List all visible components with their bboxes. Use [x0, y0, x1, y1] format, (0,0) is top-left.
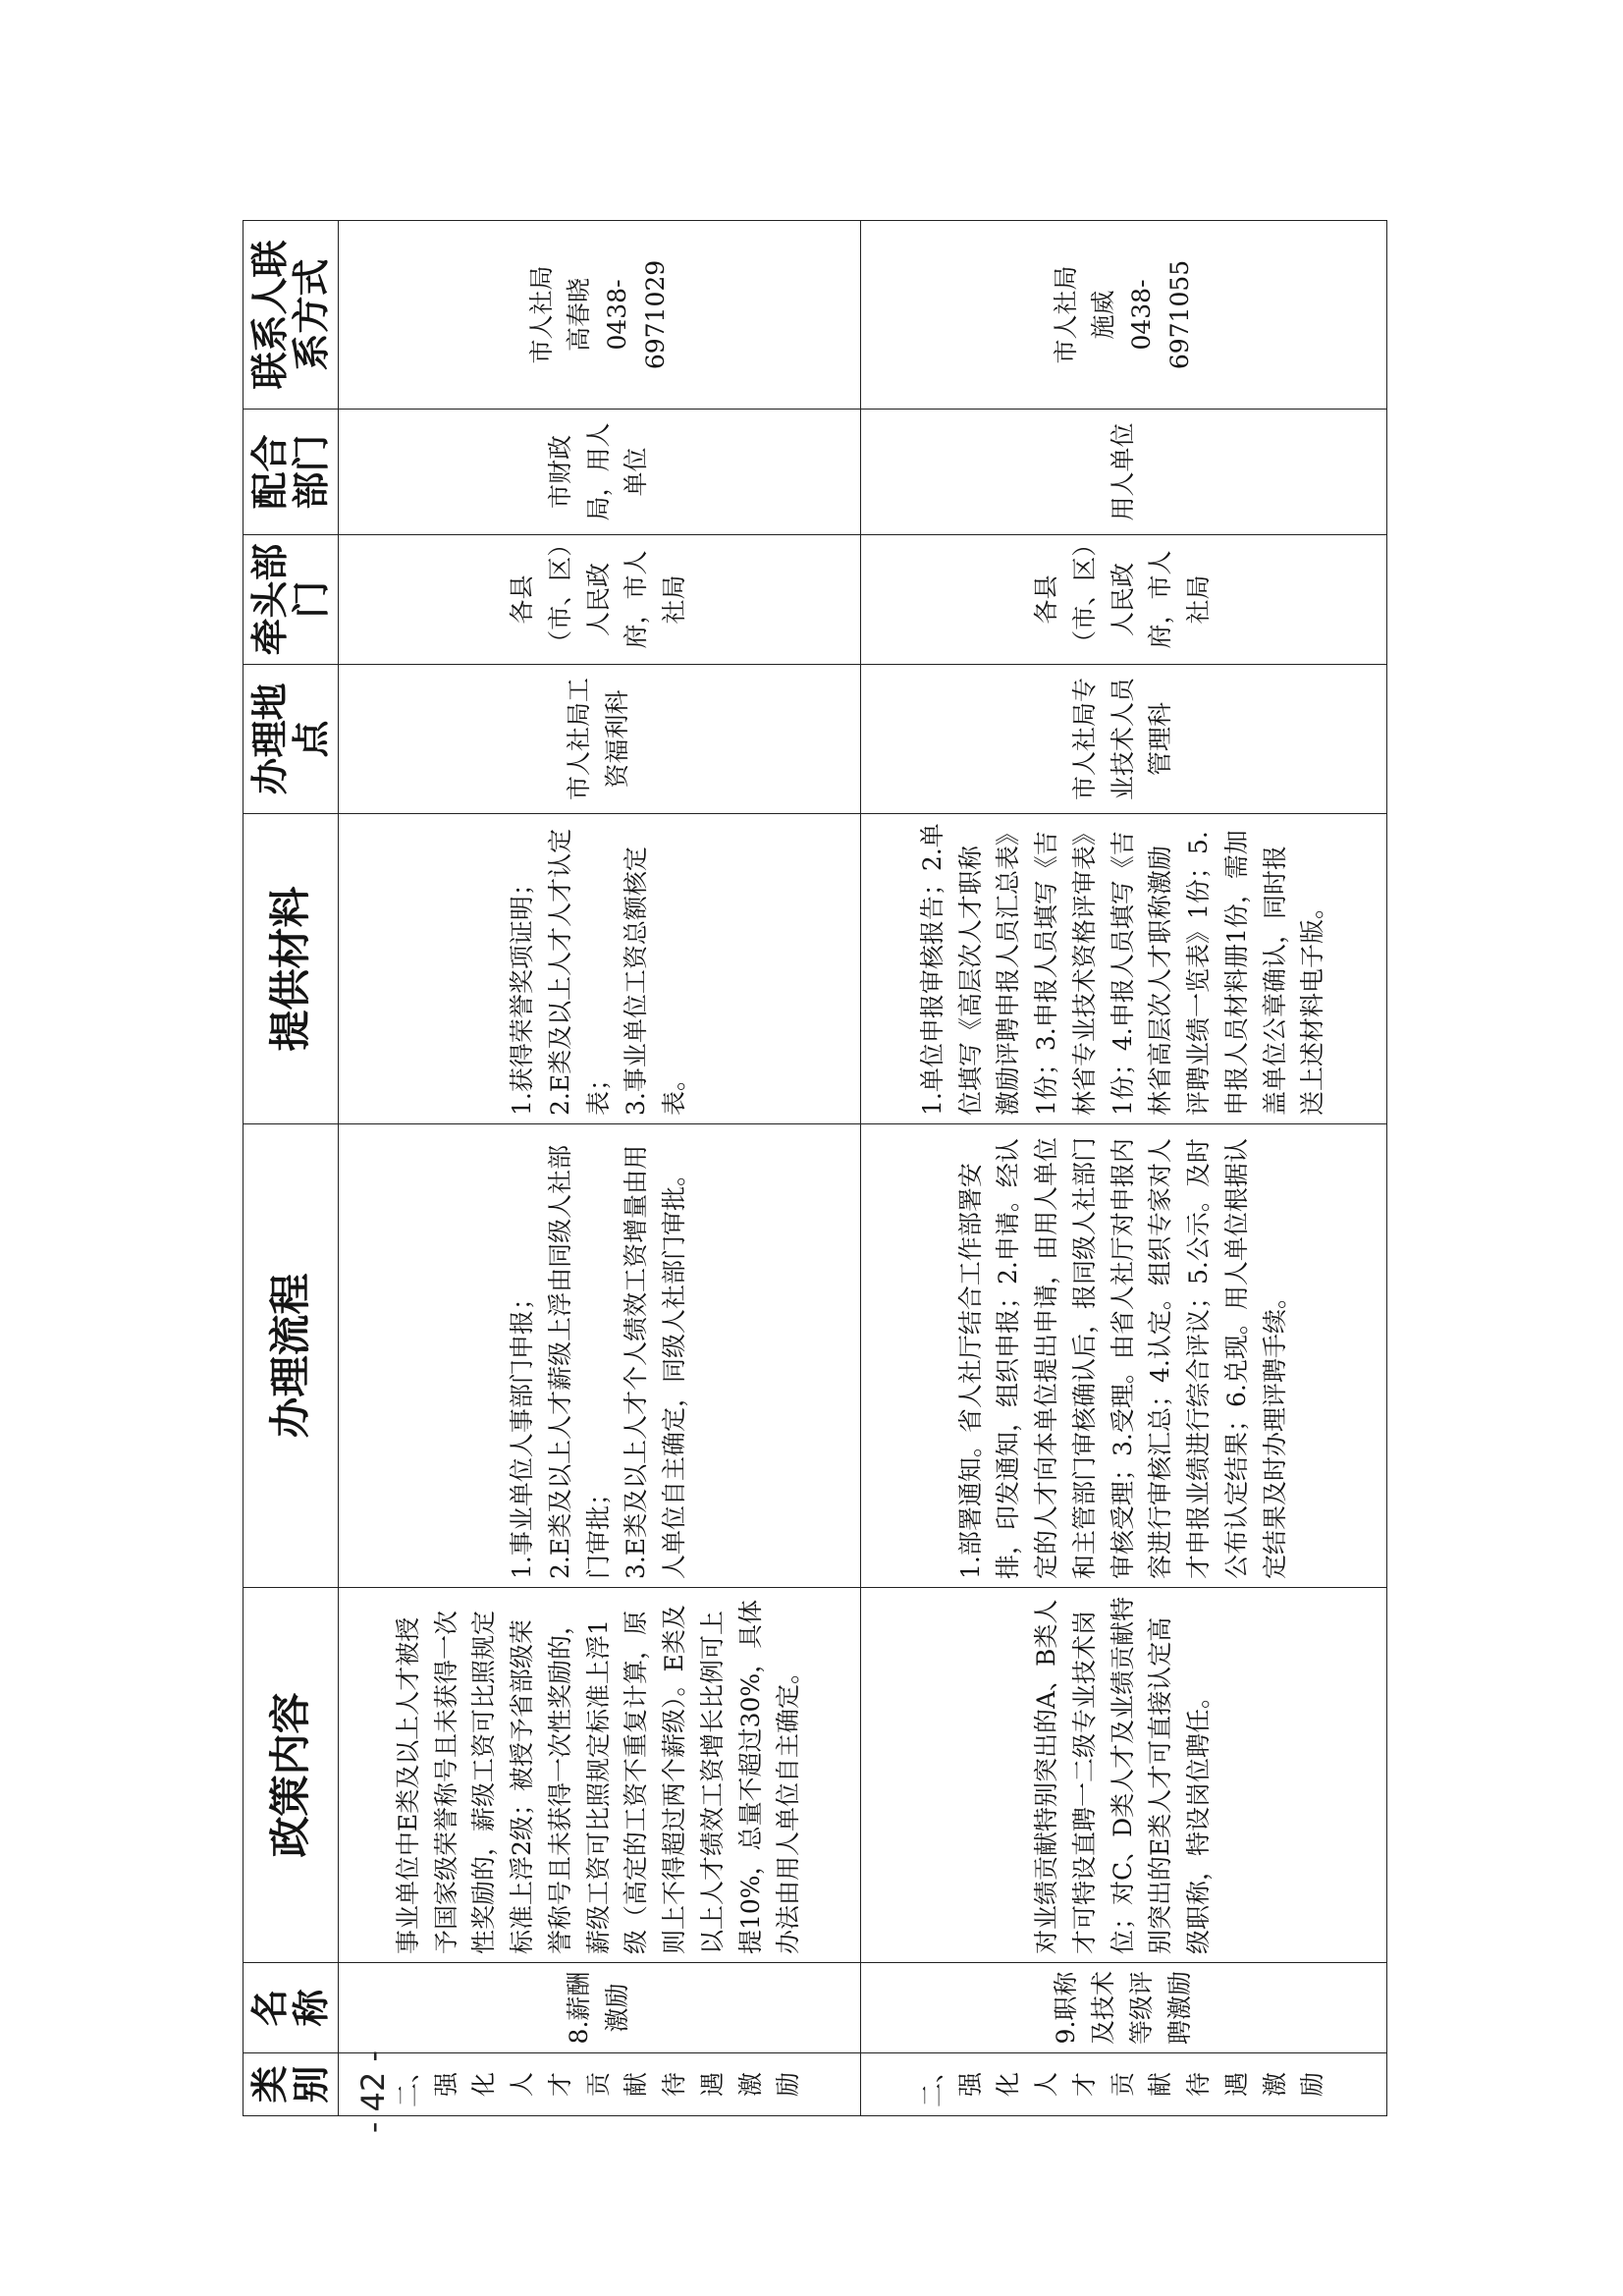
row-lead-dept: 各县（市、区）人民政府，市人社局 — [860, 535, 1386, 665]
process-step: 3.受理。由省人社厅对申报内容进行审核汇总； — [1108, 1138, 1175, 1579]
row-location: 市人社局工资福利科 — [338, 665, 860, 814]
header-materials: 提供材料 — [243, 814, 339, 1124]
row-policy: 事业单位中E类及以上人才被授予国家级荣誉称号且未获得一次性奖励的，薪级工资可比照规定标准上浮2级；被授予省部级荣誉称号且未获得一次性奖励的，薪级工资可比照规定标准上浮1级（高定的工资不重复计算，原则上不得超过两个薪级）。E类及以上人才绩效工资增长比例可上提10%，总量不超过30%，具体办法由用人单位自主确定。 — [338, 1588, 860, 1963]
material-item: 3.申报人员填写《吉林省专业技术资格评审表》1份； — [1032, 831, 1137, 1116]
material-item: 2.单位填写《高层次人才职称激励评聘申报人员汇总表》1份； — [917, 823, 1061, 1116]
header-coop-dept: 配合部门 — [243, 410, 339, 535]
row-coop-dept: 市财政局，用人单位 — [338, 410, 860, 535]
process-step: 4.认定。组织专家对人才申报业绩进行综合评议； — [1146, 1138, 1214, 1579]
row-coop-dept: 用人单位 — [860, 410, 1386, 535]
process-step: 3.E类及以上人才个人绩效工资增量由用人单位自主确定，同级人社部门审批。 — [622, 1144, 689, 1579]
page-number-text: - 42 - — [354, 2050, 392, 2134]
contact-person: 施威 — [1089, 290, 1118, 340]
contact-unit: 市人社局 — [526, 265, 556, 364]
contact-unit: 市人社局 — [1051, 265, 1080, 364]
contact-phone-prefix: 0438- — [603, 279, 632, 351]
header-process: 办理流程 — [243, 1124, 339, 1588]
row-location: 市人社局专业技术人员管理科 — [860, 665, 1386, 814]
row-name: 9.职称及技术等级评聘激励 — [860, 1963, 1386, 2053]
row-category: 二、强化人才贡献待遇激励 — [860, 2053, 1386, 2116]
header-location: 办理地点 — [243, 665, 339, 814]
header-name: 名称 — [243, 1963, 339, 2053]
header-row — [243, 221, 339, 2116]
process-step: 1.事业单位人事部门申报； — [508, 1285, 537, 1579]
row-materials — [338, 814, 860, 1124]
header-policy: 政策内容 — [243, 1588, 339, 1963]
material-item: 4.申报人员填写《吉林省高层次人才职称激励评聘业绩一览表》1份； — [1108, 831, 1214, 1116]
material-item: 1.获得荣誉奖项证明； — [508, 871, 537, 1116]
material-item: 3.事业单位工资总额核定表。 — [622, 847, 689, 1116]
row-contact — [338, 221, 860, 410]
process-step: 2.申请。经认定的人才向本单位提出申请，由用人单位和主管部门审核确认后，报同级人社部门审核受理； — [994, 1136, 1137, 1579]
row-name: 8.薪酬激励 — [338, 1963, 860, 2053]
material-item: 5.申报人员材料册1份，需加盖单位公章确认，同时报送上述材料电子版。 — [1184, 830, 1327, 1116]
header-contact: 联系人联系方式 — [243, 221, 339, 410]
row-policy: 对业绩贡献特别突出的A、B类人才可特设直聘一二级专业技术岗位；对C、D类人才及业绩贡献特别突出的E类人才可直接认定高级职称，特设岗位聘任。 — [860, 1588, 1386, 1963]
row-category: 二、强化人才贡献待遇激励 — [338, 2053, 860, 2116]
row-process — [338, 1124, 860, 1588]
material-item: 1.单位申报审核报告； — [917, 871, 947, 1116]
header-category: 类别 — [243, 2053, 339, 2116]
contact-person: 高春晓 — [565, 278, 594, 353]
material-item: 2.E类及以上人才人才认定表； — [545, 828, 613, 1116]
process-step: 1.部署通知。省人社厅结合工作部署安排，印发通知，组织申报； — [955, 1163, 1023, 1579]
row-contact — [860, 221, 1386, 410]
row-lead-dept: 各县（市、区）人民政府，市人社局 — [338, 535, 860, 665]
row-materials — [860, 814, 1386, 1124]
process-step: 5.公示。及时公布认定结果； — [1184, 1138, 1251, 1579]
table-row — [860, 221, 1386, 2116]
header-lead-dept: 牵头部门 — [243, 535, 339, 665]
rotated-policy-table — [243, 221, 1381, 2116]
contact-phone: 6971029 — [640, 259, 670, 370]
process-step: 6.兑现。用人单位根据认定结果及时办理评聘手续。 — [1221, 1138, 1289, 1579]
contact-phone-prefix: 0438- — [1127, 279, 1157, 351]
contact-phone: 6971055 — [1164, 259, 1194, 370]
policy-table — [243, 220, 1387, 2116]
row-process — [860, 1124, 1386, 1588]
table-row — [338, 221, 860, 2116]
process-step: 2.E类及以上人才薪级上浮由同级人社部门审批； — [545, 1144, 613, 1579]
page-number — [353, 2033, 393, 2151]
